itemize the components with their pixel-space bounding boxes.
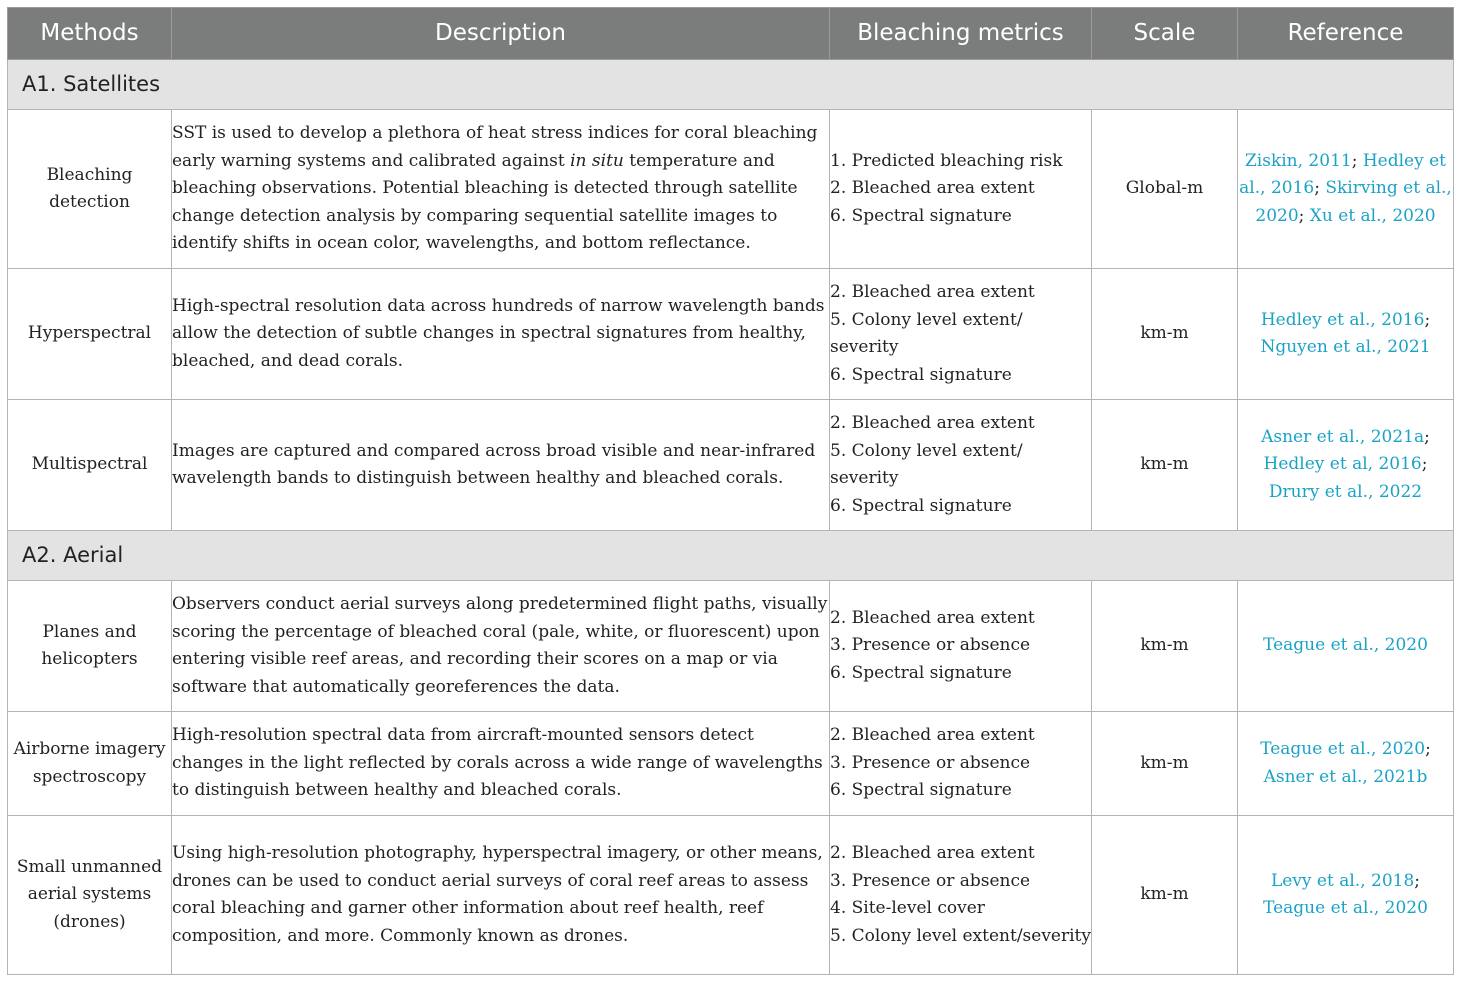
metrics-cell [830,400,1092,531]
metrics-cell [830,816,1092,975]
reference-link[interactable]: Asner et al., 2021a [1261,426,1425,447]
description-cell [172,110,830,269]
reference-link[interactable]: Hedley et al., 2016 [1260,309,1425,330]
metric-item: 3. Presence or absence [830,635,1031,656]
method-cell: Planes and helicopters [8,581,172,712]
table-row [8,712,1454,816]
reference-cell: Asner et al., 2021a; Hedley et al, 2016; Drury et al., 2022 [1238,400,1454,531]
method-cell: Airborne imagery spectroscopy [8,712,172,816]
reference-link[interactable]: Teague et al., 2020 [1263,635,1428,656]
description-cell: Observers conduct aerial surveys along predetermined flight paths, visually scoring the percentage of bleached coral (pale, white, or fluorescent) upon entering visible reef areas, and recording their scores on a map or via software that automatically georeferences the data. [172,581,830,712]
scale-cell: km-m [1092,269,1238,400]
scale-cell: Global-m [1092,110,1238,269]
scale-cell: km-m [1092,816,1238,975]
scale-cell: km-m [1092,581,1238,712]
method-cell: Small unmanned aerial systems (drones) [8,816,172,975]
reference-link[interactable]: Levy et al., 2018 [1270,870,1415,891]
metrics-cell [830,712,1092,816]
metrics-cell [830,110,1092,269]
section-title: A1. Satellites [8,60,1454,110]
reference-cell: Levy et al., 2018; Teague et al., 2020 [1238,816,1454,975]
header-methods: Methods [8,8,172,60]
reference-cell: Teague et al., 2020; Asner et al., 2021b [1238,712,1454,816]
metric-item: 6. Spectral signature [830,662,1012,683]
description-text: temperature and bleaching observations. Potential bleaching is detected through satellite change detection analysis by comparing sequential satellite images to identify shifts in ocean color, wavelengths, and bottom reflectance. [172,150,798,254]
reference-link[interactable]: Asner et al., 2021b [1263,766,1428,787]
reference-link[interactable]: Teague et al., 2020 [1260,739,1426,759]
metric-item: 2. Bleached area extent [830,725,1035,746]
reference-cell: Hedley et al., 2016; Nguyen et al., 2021 [1238,269,1454,400]
reference-cell: Ziskin, 2011; Hedley et al., 2016; Skirving et al., 2020; Xu et al., 2020 [1238,110,1454,269]
section-row-satellites [8,60,1454,110]
description-cell: Images are captured and compared across broad visible and near-infrared wavelength bands to distinguish between healthy and bleached corals. [172,400,830,531]
metric-item: 2. Bleached area extent [830,607,1035,628]
metric-item: 1. Predicted bleaching risk [830,150,1063,171]
metric-item: 6. Spectral signature [830,205,1012,226]
metric-item: 4. Site-level cover [830,898,985,918]
description-emphasis: in situ [570,150,624,171]
description-cell: High-spectral resolution data across hundreds of narrow wavelength bands allow the detection of subtle changes in spectral signatures from healthy, bleached, and dead corals. [172,269,830,400]
metric-item: 5. Colony level extent/ severity [830,309,1023,357]
reference-link[interactable]: Xu et al., 2020 [1309,205,1436,226]
section-title: A2. Aerial [8,531,1454,581]
table-row [8,581,1454,712]
reference-link[interactable]: Teague et al., 2020 [1263,898,1428,918]
table-row [8,400,1454,531]
reference-link[interactable]: Skirving et al., 2020 [1255,178,1452,226]
reference-link[interactable]: Ziskin, 2011 [1244,150,1352,171]
scale-cell: km-m [1092,712,1238,816]
metric-item: 5. Colony level extent/severity [830,925,1091,946]
metric-item: 2. Bleached area extent [830,282,1035,302]
header-bleaching-metrics: Bleaching metrics [830,8,1092,60]
metric-item: 5. Colony level extent/ severity [830,440,1023,488]
section-row-aerial [8,531,1454,581]
method-cell: Multispectral [8,400,172,531]
header-scale: Scale [1092,8,1238,60]
header-row [8,8,1454,60]
methods-table [7,7,1454,975]
metric-item: 6. Spectral signature [830,495,1012,516]
metric-item: 2. Bleached area extent [830,843,1035,863]
metric-item: 6. Spectral signature [830,780,1012,801]
metric-item: 3. Presence or absence [830,870,1031,891]
table-row [8,816,1454,975]
metric-item: 2. Bleached area extent [830,178,1035,199]
description-cell: Using high-resolution photography, hyperspectral imagery, or other means, drones can be used to conduct aerial surveys of coral reef areas to assess coral bleaching and garner other information about reef health, reef composition, and more. Commonly known as drones. [172,816,830,975]
metrics-cell [830,269,1092,400]
reference-link[interactable]: Drury et al., 2022 [1268,481,1423,502]
description-cell: High-resolution spectral data from aircraft-mounted sensors detect changes in the light reflected by corals across a wide range of wavelengths to distinguish between healthy and bleached corals. [172,712,830,816]
table-row [8,110,1454,269]
metrics-cell [830,581,1092,712]
description-text: SST is used to develop a plethora of heat stress indices for coral bleaching early warning systems and calibrated against [172,123,818,171]
scale-cell: km-m [1092,400,1238,531]
table-row [8,269,1454,400]
reference-link[interactable]: Nguyen et al., 2021 [1260,337,1431,357]
reference-link[interactable]: Hedley et al, 2016 [1263,454,1422,475]
method-cell: Hyperspectral [8,269,172,400]
header-description: Description [172,8,830,60]
header-reference: Reference [1238,8,1454,60]
method-cell: Bleaching detection [8,110,172,269]
metric-item: 2. Bleached area extent [830,413,1035,433]
metric-item: 6. Spectral signature [830,364,1012,385]
reference-cell [1238,581,1454,712]
metric-item: 3. Presence or absence [830,752,1031,773]
reference-link[interactable]: Hedley et al., 2016 [1239,150,1447,199]
